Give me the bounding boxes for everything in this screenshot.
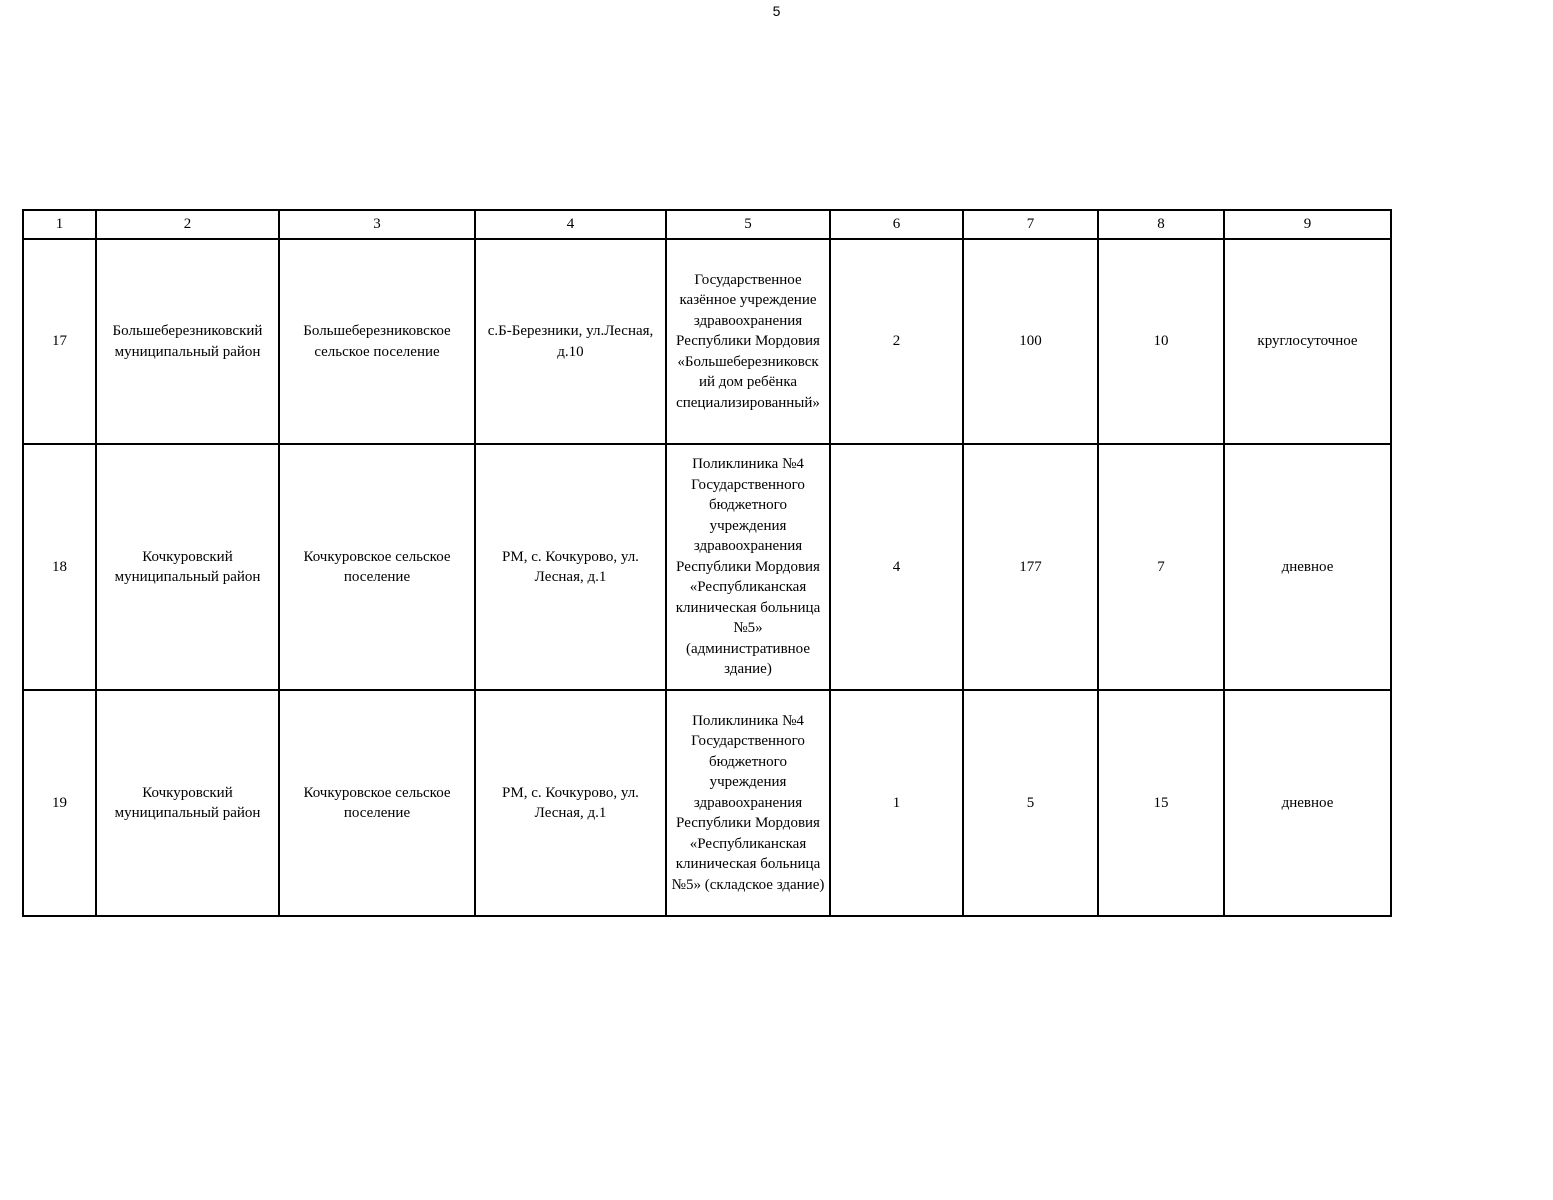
page-number: 5 [772, 3, 781, 19]
facilities-table [22, 209, 1392, 917]
district-cell: Кочкуровский муниципальный район [96, 444, 279, 690]
column-header: 3 [279, 210, 475, 239]
col8-cell: 7 [1098, 444, 1224, 690]
address-cell: РМ, с. Кочкурово, ул. Лесная, д.1 [475, 690, 666, 916]
institution-cell: Поликлиника №4 Государственного бюджетного учреждения здравоохранения Республики Мордовия «Республиканская клиническая больница №5» (административное здание) [666, 444, 830, 690]
table-header-row [23, 210, 1391, 239]
col6-cell: 4 [830, 444, 963, 690]
column-header: 9 [1224, 210, 1391, 239]
table-row [23, 239, 1391, 444]
settlement-cell: Кочкуровское сельское поселение [279, 444, 475, 690]
col7-cell: 100 [963, 239, 1098, 444]
column-header: 4 [475, 210, 666, 239]
col6-cell: 1 [830, 690, 963, 916]
col8-cell: 15 [1098, 690, 1224, 916]
institution-cell: Поликлиника №4 Государственного бюджетного учреждения здравоохранения Республики Мордовия «Республиканская клиническая больница №5» (складское здание) [666, 690, 830, 916]
col7-cell: 177 [963, 444, 1098, 690]
row-number-cell: 17 [23, 239, 96, 444]
table-row [23, 690, 1391, 916]
column-header: 1 [23, 210, 96, 239]
column-header: 2 [96, 210, 279, 239]
table-row [23, 444, 1391, 690]
district-cell: Кочкуровский муниципальный район [96, 690, 279, 916]
address-cell: с.Б-Березники, ул.Лесная, д.10 [475, 239, 666, 444]
row-number-cell: 19 [23, 690, 96, 916]
settlement-cell: Кочкуровское сельское поселение [279, 690, 475, 916]
column-header: 7 [963, 210, 1098, 239]
mode-cell: дневное [1224, 690, 1391, 916]
address-cell: РМ, с. Кочкурово, ул. Лесная, д.1 [475, 444, 666, 690]
row-number-cell: 18 [23, 444, 96, 690]
column-header: 6 [830, 210, 963, 239]
column-header: 5 [666, 210, 830, 239]
district-cell: Большеберезниковский муниципальный район [96, 239, 279, 444]
institution-cell: Государственное казённое учреждение здравоохранения Республики Мордовия «Большеберезниковск ий дом ребёнка специализированный» [666, 239, 830, 444]
col6-cell: 2 [830, 239, 963, 444]
settlement-cell: Большеберезниковское сельское поселение [279, 239, 475, 444]
col8-cell: 10 [1098, 239, 1224, 444]
column-header: 8 [1098, 210, 1224, 239]
mode-cell: круглосуточное [1224, 239, 1391, 444]
col7-cell: 5 [963, 690, 1098, 916]
mode-cell: дневное [1224, 444, 1391, 690]
